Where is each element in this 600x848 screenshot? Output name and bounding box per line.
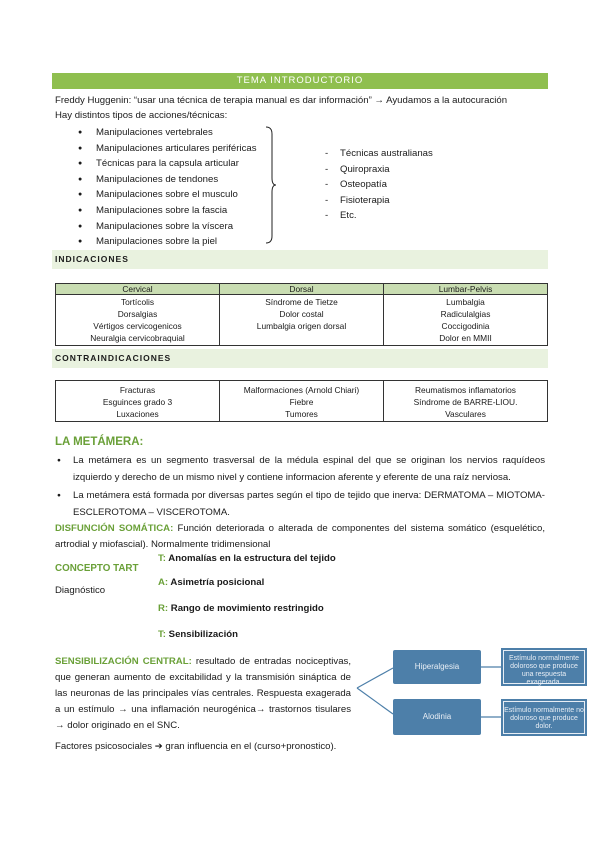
table-cell bbox=[384, 295, 548, 346]
hiperalgesia-desc-box bbox=[501, 648, 587, 686]
alodinia-node: Alodinia bbox=[393, 699, 481, 735]
technique-list bbox=[78, 125, 257, 250]
column-header: Lumbar-Pelvis bbox=[384, 284, 548, 295]
disfuncion-text: Función deteriorada o alterada de componentes del sistema somático (esquelético, artrodial y miofascial). Normalmente tridimensional bbox=[55, 523, 546, 550]
other-techniques-list bbox=[325, 146, 433, 224]
list-item: ● La metámera es un segmento trasversal de la médula espinal del que se originan los nervios raquídeos izquierdo y derecho de un mismo nivel y contiene informacion aferente y eferente de una raíz nerviosa. bbox=[55, 453, 545, 486]
cell-line: Malformaciones (Arnold Chiari) bbox=[243, 385, 360, 395]
alodinia-desc: Estímulo normalmente no doloroso que produce dolor. bbox=[503, 701, 585, 734]
cell-line: Vértigos cervicogenicos bbox=[93, 321, 182, 331]
tart-item bbox=[158, 577, 264, 588]
list-item: ● Manipulaciones de tendones bbox=[78, 172, 257, 188]
tart-text: Asimetría posicional bbox=[168, 577, 265, 588]
tart-item bbox=[158, 553, 336, 564]
list-item: - Osteopatía bbox=[325, 177, 433, 193]
cell-line: Coccigodinia bbox=[441, 321, 490, 331]
intro-line: Hay distintos tipos de acciones/técnicas: bbox=[55, 110, 228, 121]
tart-text: Sensibilización bbox=[166, 629, 238, 640]
cell-line: Tortícolis bbox=[120, 297, 155, 307]
cell-line: Neuralgia cervicobraquial bbox=[90, 333, 185, 343]
cell-line: Esguinces grado 3 bbox=[102, 397, 173, 407]
hiperalgesia-desc: Estímulo normalmente doloroso que produce una respuesta exagerada. bbox=[503, 650, 585, 684]
disfuncion-paragraph bbox=[55, 521, 545, 553]
column-header: Cervical bbox=[56, 284, 220, 295]
hiperalgesia-node: Hiperalgesia bbox=[393, 650, 481, 684]
cell-line: Dorsalgias bbox=[117, 309, 158, 319]
tart-key: T: bbox=[158, 629, 166, 640]
table-cell bbox=[56, 381, 220, 422]
diagram-links bbox=[481, 650, 503, 736]
list-item: ● Manipulaciones articulares periféricas bbox=[78, 141, 257, 157]
list-item: - Fisioterapia bbox=[325, 193, 433, 209]
list-item: - Etc. bbox=[325, 208, 433, 224]
list-item: ● Manipulaciones vertebrales bbox=[78, 125, 257, 141]
contraindicaciones-heading: CONTRAINDICACIONES bbox=[52, 349, 548, 368]
indicaciones-table bbox=[55, 283, 548, 346]
cell-line: Reumatismos inflamatorios bbox=[415, 385, 516, 395]
table-cell bbox=[220, 381, 384, 422]
cell-line: Dolor en MMII bbox=[439, 333, 492, 343]
cell-line: Luxaciones bbox=[116, 409, 159, 419]
cell-line: Lumbalgia bbox=[446, 297, 485, 307]
list-item: - Quiropraxia bbox=[325, 162, 433, 178]
tart-subtitle: Diagnóstico bbox=[55, 585, 106, 596]
list-item: ● La metámera está formada por diversas partes según el tipo de tejido que inerva: DERMATOMA – MIOTOMA- ESCLEROTOMA – VISCEROTOMA. bbox=[55, 488, 545, 521]
table-cell bbox=[220, 295, 384, 346]
brace-icon bbox=[266, 126, 276, 244]
list-item: ● Técnicas para la capsula articular bbox=[78, 156, 257, 172]
cell-line: Vasculares bbox=[445, 409, 486, 419]
column-header: Dorsal bbox=[220, 284, 384, 295]
list-item: ● Manipulaciones sobre el musculo bbox=[78, 187, 257, 203]
tart-key: A: bbox=[158, 577, 169, 588]
metamera-list bbox=[55, 453, 545, 521]
sensibilizacion-text: resultado de entradas nociceptivas, que generan aumento de excitabilidad y la transmisión sináptica de las neuronas de las principales vías centrales. Respuesta exagerada a un estímulo → una inflamación neurogénica→ trastornos tisulares → dolor originado en el SNC. bbox=[55, 656, 351, 731]
tart-key: R: bbox=[158, 603, 169, 614]
table-cell bbox=[384, 381, 548, 422]
diagram-connector bbox=[355, 650, 395, 722]
alodinia-desc-box bbox=[501, 699, 587, 736]
table-cell bbox=[56, 295, 220, 346]
tart-item bbox=[158, 629, 238, 640]
list-item: ● Manipulaciones sobre la piel bbox=[78, 234, 257, 250]
cell-line: Lumbalgia origen dorsal bbox=[256, 321, 347, 331]
cell-line: Fiebre bbox=[289, 397, 314, 407]
cell-line: Dolor costal bbox=[279, 309, 324, 319]
cell-line: Síndrome de Tietze bbox=[265, 297, 338, 307]
tart-title: CONCEPTO TART bbox=[55, 563, 139, 574]
list-item: - Técnicas australianas bbox=[325, 146, 433, 162]
metamera-title: LA METÁMERA: bbox=[55, 436, 144, 448]
disfuncion-title: DISFUNCIÓN SOMÁTICA: bbox=[55, 523, 174, 534]
factors-line: Factores psicosociales ➔ gran influencia en el (curso+pronostico). bbox=[55, 741, 337, 752]
list-item: ● Manipulaciones sobre la fascia bbox=[78, 203, 257, 219]
topic-banner: TEMA INTRODUCTORIO bbox=[52, 73, 548, 89]
indicaciones-heading: INDICACIONES bbox=[52, 250, 548, 269]
cell-line: Fracturas bbox=[119, 385, 156, 395]
list-item: ● Manipulaciones sobre la víscera bbox=[78, 219, 257, 235]
quote-line: Freddy Huggenin: “usar una técnica de terapia manual es dar información” → Ayudamos a la autocuración bbox=[55, 95, 508, 106]
cell-line: Radiculalgias bbox=[440, 309, 491, 319]
tart-text: Anomalías en la estructura del tejido bbox=[166, 553, 336, 564]
tart-text: Rango de movimiento restringido bbox=[168, 603, 324, 614]
tart-key: T: bbox=[158, 553, 166, 564]
tart-item bbox=[158, 603, 324, 614]
cell-line: Tumores bbox=[285, 409, 318, 419]
sensibilizacion-paragraph bbox=[55, 654, 351, 734]
contraindicaciones-table bbox=[55, 380, 548, 422]
cell-line: Síndrome de BARRE-LIOU. bbox=[413, 397, 518, 407]
sensibilizacion-title: SENSIBILIZACIÓN CENTRAL: bbox=[55, 656, 192, 667]
